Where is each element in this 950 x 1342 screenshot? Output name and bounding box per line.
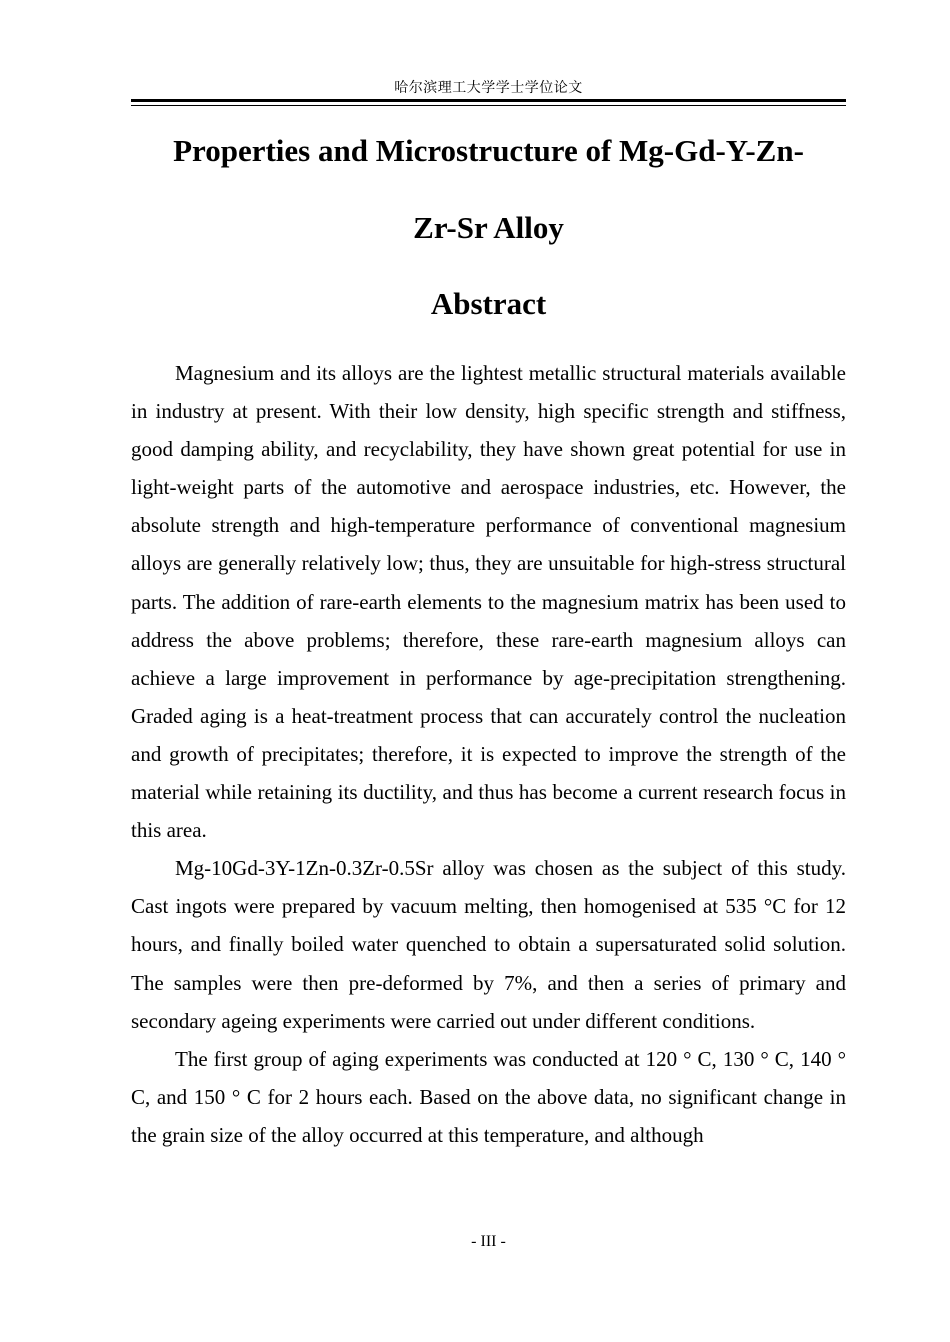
thesis-title-line-1: Properties and Microstructure of Mg-Gd-Y-Zn-	[173, 133, 804, 168]
header-double-rule	[131, 99, 846, 106]
abstract-body	[131, 354, 846, 1154]
thesis-title	[131, 112, 846, 266]
abstract-paragraph-1: Magnesium and its alloys are the lightest metallic structural materials available in industry at present. With their low density, high specific strength and stiffness, good damping ability, and recyclability, they have shown great potential for use in light-weight parts of the automotive and aerospace industries, etc. However, the absolute strength and high-temperature performance of conventional magnesium alloys are generally relatively low; thus, they are unsuitable for high-stress structural parts. The addition of rare-earth elements to the magnesium matrix has been used to address the above problems; therefore, these rare-earth magnesium alloys can achieve a large improvement in performance by age-precipitation strengthening. Graded aging is a heat-treatment process that can accurately control the nucleation and growth of precipitates; therefore, it is expected to improve the strength of the material while retaining its ductility, and thus has become a current research focus in this area.	[131, 361, 846, 843]
thesis-title-line-2: Zr-Sr Alloy	[413, 210, 564, 245]
abstract-heading: Abstract	[430, 286, 547, 321]
page-number: - III -	[471, 1233, 506, 1250]
abstract-paragraph-3: The first group of aging experiments was conducted at 120 ° C, 130 ° C, 140 ° C, and 150 ° C for 2 hours each. Based on the above data, no significant change in the grain size of the alloy occurred at this temperature, and although	[131, 1046, 846, 1147]
running-header: 哈尔滨理工大学学士学位论文	[394, 80, 583, 96]
abstract-paragraph-2: Mg-10Gd-3Y-1Zn-0.3Zr-0.5Sr alloy was chosen as the subject of this study. Cast ingots were prepared by vacuum melting, then homogenised at 535 °C for 12 hours, and finally boiled water quenched to obtain a supersaturated solid solution. The samples were then pre-deformed by 7%, and then a series of primary and secondary ageing experiments were carried out under different conditions.	[131, 856, 846, 1033]
